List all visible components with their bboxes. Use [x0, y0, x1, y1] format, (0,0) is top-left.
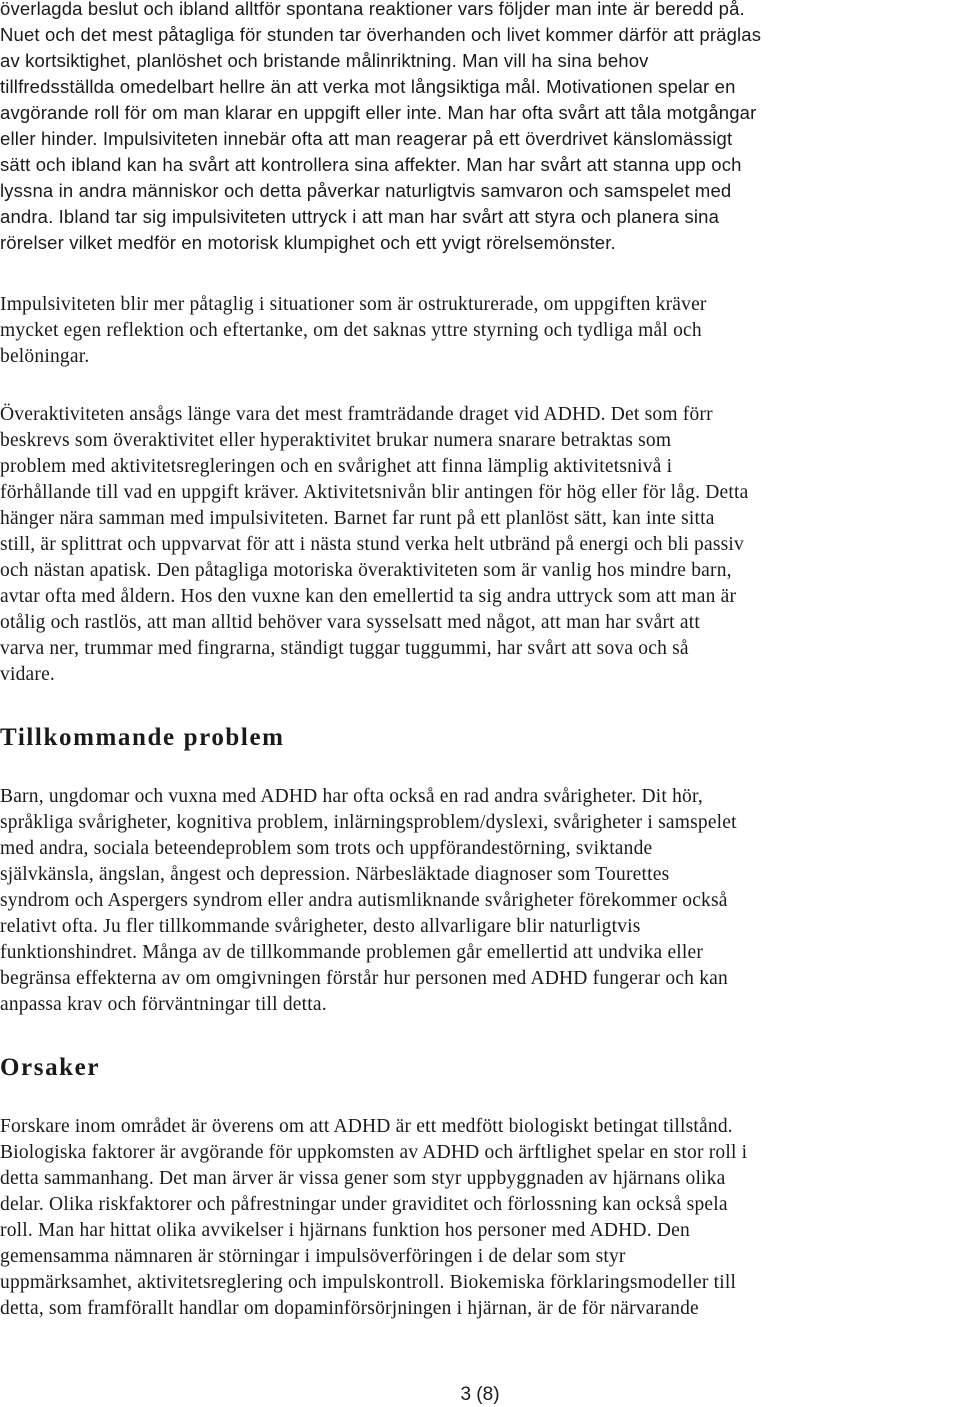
text-line: Nuet och det mest påtagliga för stunden tar överhanden och livet kommer därför att präglas — [0, 24, 762, 45]
text-line: tillfredsställda omedelbart hellre än att verka mot långsiktiga mål. Motivationen spelar en — [0, 76, 736, 97]
text-line: med andra, sociala beteendeproblem som trots och uppförandestörning, sviktande — [0, 838, 653, 859]
page-number: 3 (8) — [460, 1384, 500, 1405]
text-line: vidare. — [0, 664, 55, 685]
text-line: gemensamma nämnaren är störningar i impulsöverföringen i de delar som styr — [0, 1246, 626, 1267]
text-line: andra. Ibland tar sig impulsiviteten uttryck i att man har svårt att styra och planera sina — [0, 206, 720, 227]
text-line: Forskare inom området är överens om att ADHD är ett medfött biologiskt betingat tillstånd. — [0, 1116, 733, 1137]
text-line: Överaktiviteten ansågs länge vara det mest framträdande draget vid ADHD. Det som förr — [0, 404, 713, 425]
text-line: sätt och ibland kan ha svårt att kontrollera sina affekter. Man har svårt att stanna upp och — [0, 154, 742, 175]
text-line: mycket egen reflektion och eftertanke, om det saknas yttre styrning och tydliga mål och — [0, 320, 702, 341]
text-line: av kortsiktighet, planlöshet och bristande målinriktning. Man vill ha sina behov — [0, 50, 649, 71]
text-line: funktionshindret. Många av de tillkommande problemen går emellertid att undvika eller — [0, 942, 704, 963]
text-line: still, är splittrat och uppvarvat för att i nästa stund verka helt utbränd på energi och bli passiv — [0, 534, 745, 555]
text-line: Impulsiviteten blir mer påtaglig i situationer som är ostrukturerade, om uppgiften kräver — [0, 294, 707, 315]
text-line: lyssna in andra människor och detta påverkar naturligtvis samvaron och samspelet med — [0, 180, 732, 201]
text-line: begränsa effekterna av om omgivningen förstår hur personen med ADHD fungerar och kan — [0, 968, 728, 989]
text-line: hänger nära samman med impulsiviteten. Barnet far runt på ett planlöst sätt, kan inte sitta — [0, 508, 715, 529]
text-line: delar. Olika riskfaktorer och påfrestningar under graviditet och förlossning kan också spela — [0, 1194, 728, 1215]
text-line: varva ner, trummar med fingrarna, ständigt tuggar tuggummi, har svårt att sova och så — [0, 638, 689, 659]
text-line: avtar ofta med åldern. Hos den vuxne kan den emellertid ta sig andra uttryck som att man är — [0, 586, 737, 607]
text-line: beskrevs som överaktivitet eller hyperaktivitet brukar numera snarare betraktas som — [0, 430, 672, 451]
text-line: överlagda beslut och ibland alltför spontana reaktioner vars följder man inte är beredd på. — [0, 0, 745, 19]
text-line: Biologiska faktorer är avgörande för uppkomsten av ADHD och ärftlighet spelar en stor roll i — [0, 1142, 748, 1163]
text-line: anpassa krav och förväntningar till detta. — [0, 994, 327, 1015]
text-line: otålig och rastlös, att man alltid behöver vara sysselsatt med något, att man har svårt att — [0, 612, 700, 633]
section-heading-causes: Orsaker — [0, 1054, 101, 1081]
text-line: roll. Man har hittat olika avvikelser i hjärnans funktion hos personer med ADHD. Den — [0, 1220, 690, 1241]
text-line: eller hinder. Impulsiviteten innebär ofta att man reagerar på ett överdrivet känslomässigt — [0, 128, 733, 149]
text-line: relativt ofta. Ju fler tillkommande svårigheter, desto allvarligare blir naturligtvis — [0, 916, 641, 937]
text-line: belöningar. — [0, 346, 90, 367]
text-line: självkänsla, ängslan, ångest och depression. Närbesläktade diagnoser som Tourettes — [0, 864, 670, 885]
text-line: språkliga svårigheter, kognitiva problem, inlärningsproblem/dyslexi, svårigheter i samspelet — [0, 812, 737, 833]
text-line: problem med aktivitetsregleringen och en svårighet att finna lämplig aktivitetsnivå i — [0, 456, 673, 477]
text-line: och nästan apatisk. Den påtagliga motoriska överaktiviteten som är vanlig hos mindre barn, — [0, 560, 732, 581]
text-line: detta sammanhang. Det man ärver är vissa gener som styr uppbyggnaden av hjärnans olika — [0, 1168, 726, 1189]
text-line: förhållande till vad en uppgift kräver. Aktivitetsnivån blir antingen för hög eller för låg. Detta — [0, 482, 749, 503]
text-line: syndrom och Aspergers syndrom eller andra autismliknande svårigheter förekommer också — [0, 890, 728, 911]
section-heading-additional-problems: Tillkommande problem — [0, 724, 285, 751]
text-line: avgörande roll för om man klarar en uppgift eller inte. Man har ofta svårt att tåla motgångar — [0, 102, 757, 123]
text-line: uppmärksamhet, aktivitetsreglering och impulskontroll. Biokemiska förklaringsmodeller till — [0, 1272, 737, 1293]
text-line: rörelser vilket medför en motorisk klumpighet och ett yvigt rörelsemönster. — [0, 232, 616, 253]
text-line: detta, som framförallt handlar om dopaminförsörjningen i hjärnan, är de för närvarande — [0, 1298, 699, 1319]
text-line: Barn, ungdomar och vuxna med ADHD har ofta också en rad andra svårigheter. Dit hör, — [0, 786, 703, 807]
